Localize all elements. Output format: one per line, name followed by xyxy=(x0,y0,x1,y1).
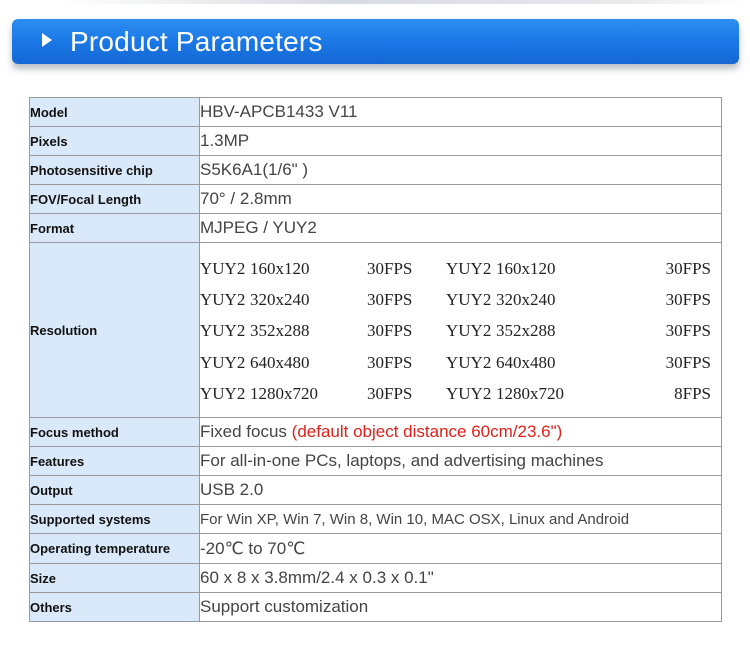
resolution-format: YUY2 xyxy=(446,259,492,278)
resolution-rate: 30FPS xyxy=(367,290,413,310)
resolution-size: 352x288 xyxy=(250,321,310,341)
focus-method-text: Fixed focus xyxy=(200,422,292,441)
systems-value: For Win XP, Win 7, Win 8, Win 10, MAC OSX, Linux and Android xyxy=(200,505,722,534)
resolution-row xyxy=(200,259,721,279)
row-resolution xyxy=(30,243,722,418)
row-temperature xyxy=(30,534,722,564)
resolution-format: YUY2 xyxy=(446,383,492,403)
row-focus xyxy=(30,418,722,447)
resolution-format: YUY2 xyxy=(200,321,246,341)
focus-label: Focus method xyxy=(30,418,200,447)
model-value: HBV-APCB1433 V11 xyxy=(200,98,722,127)
resolution-format: YUY2 xyxy=(446,290,492,310)
format-value: MJPEG / YUY2 xyxy=(200,214,722,243)
resolution-rate: 30FPS xyxy=(665,321,711,341)
row-systems xyxy=(30,505,722,534)
row-others xyxy=(30,593,722,622)
section-title: Product Parameters xyxy=(70,26,323,57)
output-label: Output xyxy=(30,476,200,505)
resolution-format: YUY2 xyxy=(446,352,492,372)
model-label: Model xyxy=(30,98,200,127)
resolution-grid xyxy=(200,250,721,410)
row-output xyxy=(30,476,722,505)
resolution-rate: 30FPS xyxy=(665,352,711,372)
chip-label: Photosensitive chip xyxy=(30,156,200,185)
row-fov xyxy=(30,185,722,214)
row-features xyxy=(30,447,722,476)
resolution-size: 1280x720 xyxy=(496,383,564,403)
resolution-size: 640x480 xyxy=(496,352,556,372)
row-pixels xyxy=(30,127,722,156)
resolution-size: 160x120 xyxy=(250,259,310,278)
resolution-rate: 8FPS xyxy=(674,383,711,403)
temperature-label: Operating temperature xyxy=(30,534,200,564)
resolution-row xyxy=(200,353,721,373)
top-divider xyxy=(60,0,750,4)
focus-distance-note: (default object distance 60cm/23.6") xyxy=(291,422,563,441)
pixels-label: Pixels xyxy=(30,127,200,156)
resolution-size: 1280x720 xyxy=(250,383,318,403)
resolution-size: 640x480 xyxy=(250,352,310,372)
chip-value: S5K6A1(1/6" ) xyxy=(200,156,722,185)
resolution-rate: 30FPS xyxy=(367,321,413,341)
size-label: Size xyxy=(30,564,200,593)
resolution-size: 352x288 xyxy=(496,321,556,341)
resolution-rate: 30FPS xyxy=(665,290,711,310)
resolution-format: YUY2 xyxy=(446,321,492,341)
temperature-value: -20℃ to 70℃ xyxy=(200,534,722,564)
resolution-size: 160x120 xyxy=(496,259,556,278)
play-triangle-icon xyxy=(42,33,52,47)
others-value: Support customization xyxy=(200,593,722,622)
resolution-value xyxy=(200,243,722,418)
resolution-rate: 30FPS xyxy=(367,259,413,278)
fov-label: FOV/Focal Length xyxy=(30,185,200,214)
size-value: 60 x 8 x 3.8mm/2.4 x 0.3 x 0.1" xyxy=(200,564,722,593)
resolution-row xyxy=(200,384,721,404)
format-label: Format xyxy=(30,214,200,243)
resolution-format: YUY2 xyxy=(200,352,246,372)
resolution-format: YUY2 xyxy=(200,290,246,310)
resolution-row xyxy=(200,290,721,310)
row-format xyxy=(30,214,722,243)
focus-value xyxy=(200,418,722,447)
fov-value: 70° / 2.8mm xyxy=(200,185,722,214)
resolution-rate: 30FPS xyxy=(665,259,711,278)
features-value: For all-in-one PCs, laptops, and advertising machines xyxy=(200,447,722,476)
resolution-row xyxy=(200,321,721,341)
resolution-size: 320x240 xyxy=(250,290,310,310)
output-value: USB 2.0 xyxy=(200,476,722,505)
row-chip xyxy=(30,156,722,185)
resolution-rate: 30FPS xyxy=(367,383,413,403)
parameters-table xyxy=(29,97,722,622)
systems-label: Supported systems xyxy=(30,505,200,534)
others-label: Others xyxy=(30,593,200,622)
features-label: Features xyxy=(30,447,200,476)
resolution-format: YUY2 xyxy=(200,259,246,278)
row-model xyxy=(30,98,722,127)
row-size xyxy=(30,564,722,593)
resolution-format: YUY2 xyxy=(200,383,246,403)
resolution-label: Resolution xyxy=(30,243,200,418)
pixels-value: 1.3MP xyxy=(200,127,722,156)
resolution-rate: 30FPS xyxy=(367,352,413,372)
resolution-size: 320x240 xyxy=(496,290,556,310)
